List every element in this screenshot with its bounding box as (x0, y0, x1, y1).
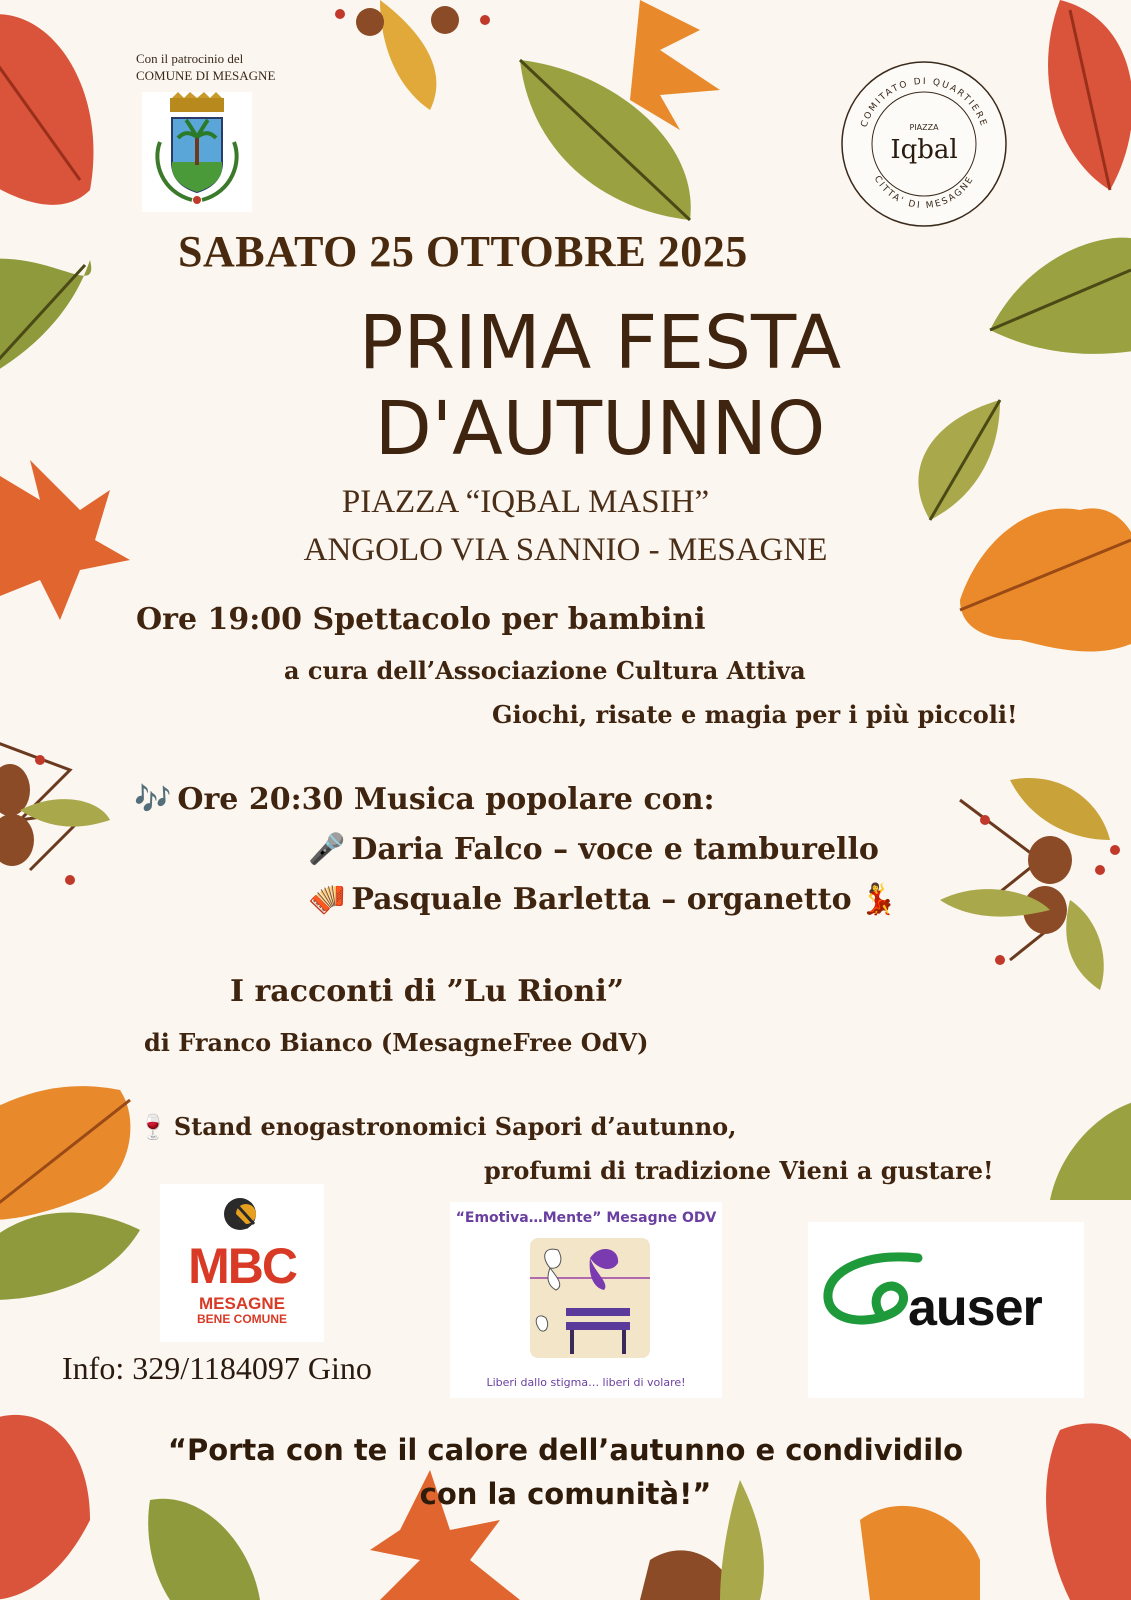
stamp-bottom-arc: CITTA' DI MESAGNE (871, 174, 977, 212)
stand-line1: Stand enogastronomici Sapori d’autunno, (173, 1112, 737, 1141)
event-title-line2: D'AUTUNNO (374, 386, 826, 472)
emotiva-slogan: Liberi dallo stigma… liberi di volare! (486, 1376, 686, 1389)
leaf-red-top-right-icon (1048, 0, 1131, 190)
mbc-line1: MESAGNE (199, 1294, 285, 1313)
berries-left-icon (0, 740, 110, 885)
stories-author: di Franco Bianco (MesagneFree OdV) (144, 1028, 649, 1057)
location-line1: PIAZZA “IQBAL MASIH” (341, 484, 710, 520)
leaf-olive-lower-right-icon (1050, 1100, 1131, 1200)
quote-line1: “Porta con te il calore dell’autunno e condividilo (167, 1433, 964, 1467)
leaf-red-top-left-icon (0, 14, 93, 205)
info-contact: Info: 329/1184097 Gino (62, 1350, 372, 1386)
berries-right-icon (940, 778, 1120, 990)
leaf-olive-right-icon (990, 238, 1131, 354)
wine-glass-icon: 🍷 (138, 1112, 168, 1141)
stamp-top-arc: COMITATO DI QUARTIERE (859, 76, 989, 129)
microphone-icon: 🎤 (308, 832, 346, 867)
butterfly-bench-icon (530, 1238, 650, 1358)
event-date: SABATO 25 OTTOBRE 2025 (178, 227, 748, 276)
singer-row (308, 832, 879, 867)
auser-logo (808, 1222, 1084, 1398)
kids-show-organizer: a cura dell’Associazione Cultura Attiva (284, 656, 806, 685)
accordion-icon: 🪗 (308, 882, 346, 917)
mbc-logo (160, 1184, 324, 1342)
patronage-text (136, 50, 275, 84)
leaf-oak-lower-left-icon (0, 1086, 140, 1300)
stand-line1-row (138, 1112, 737, 1141)
stand-line2: profumi di tradizione Vieni a gustare! (484, 1156, 994, 1185)
patronage-line1: Con il patrocinio del (136, 51, 244, 66)
accordion-text: Pasquale Barletta – organetto (351, 882, 852, 917)
emotiva-logo (450, 1202, 722, 1398)
dancer-icon: 💃 (859, 882, 897, 917)
mesagne-crest-icon (142, 92, 252, 212)
music-title-row (134, 782, 715, 817)
kids-show-title: Ore 19:00 Spettacolo per bambini (136, 602, 706, 637)
emotiva-title: “Emotiva…Mente” Mesagne ODV (455, 1210, 717, 1226)
leaf-oak-right-icon (960, 508, 1131, 651)
accordion-row (308, 882, 903, 917)
auser-text: auser (908, 1279, 1042, 1337)
leaf-olive-left-icon (0, 259, 91, 380)
mbc-big-text: MBC (188, 1238, 296, 1294)
stamp-circle-icon (838, 58, 1010, 230)
stamp-small-text: PIAZZA (909, 123, 939, 132)
music-notes-icon: 🎶 (134, 782, 172, 817)
stamp-name: Iqbal (890, 135, 958, 165)
stories-title: I racconti di ”Lu Rioni” (230, 974, 624, 1009)
quote-line2: con la comunità!” (419, 1477, 712, 1511)
mbc-line2: BENE COMUNE (196, 1312, 287, 1326)
location-line2: ANGOLO VIA SANNIO - MESAGNE (303, 532, 828, 568)
kids-show-description: Giochi, risate e magia per i più piccoli! (492, 700, 1018, 729)
music-title: Ore 20:30 Musica popolare con: (177, 782, 715, 817)
committee-stamp (838, 58, 1010, 230)
patronage-line2: COMUNE DI MESAGNE (136, 68, 276, 83)
event-title-line1: PRIMA FESTA (358, 300, 842, 386)
singer-text: Daria Falco – voce e tamburello (351, 832, 879, 867)
closing-quote (0, 1428, 1131, 1516)
